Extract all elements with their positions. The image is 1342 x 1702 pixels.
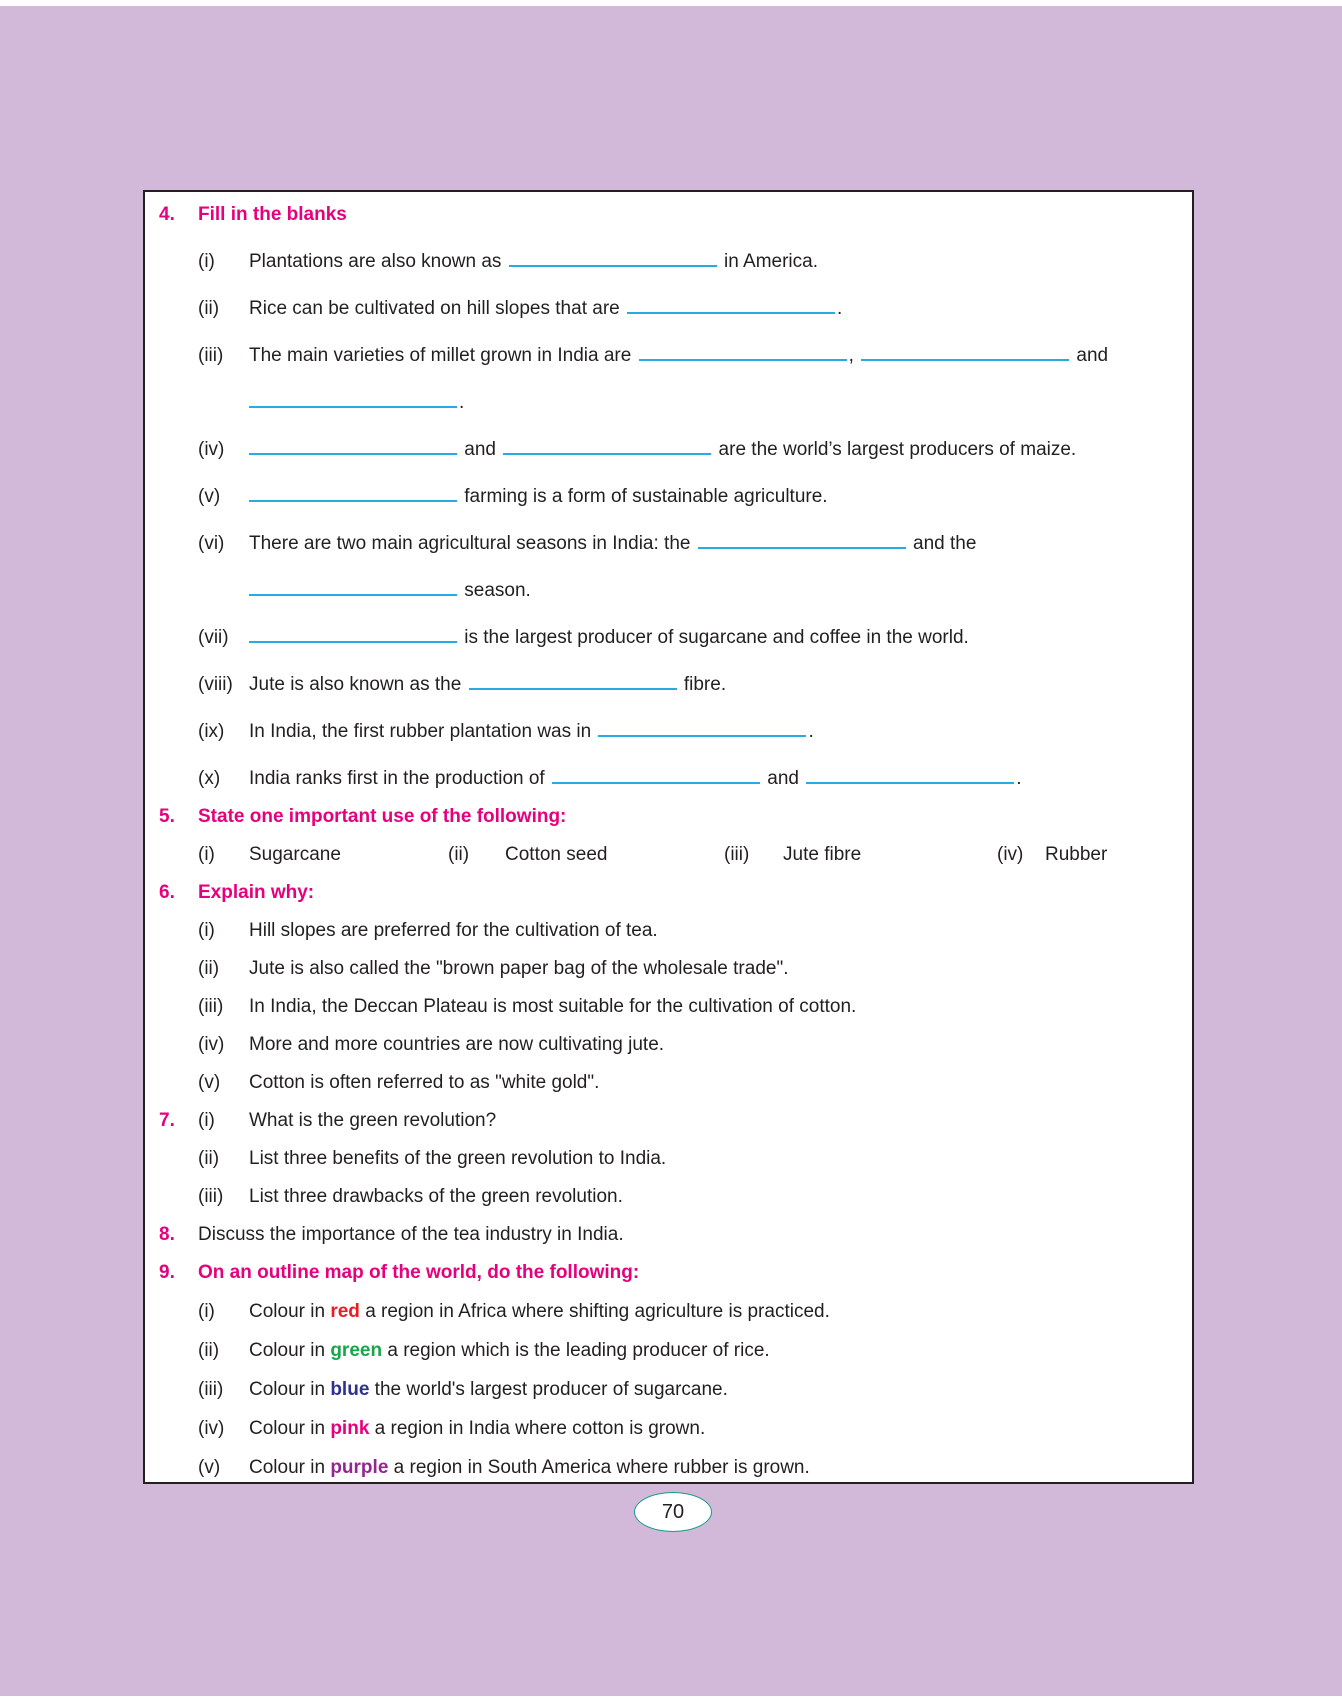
- item-roman: (v): [198, 1072, 221, 1093]
- item-text: Sugarcane: [249, 844, 341, 865]
- answer-blank[interactable]: [509, 243, 717, 267]
- item-text: Cotton is often referred to as "white gold".: [249, 1072, 600, 1093]
- list-item: [145, 1449, 1192, 1487]
- question-number: 6.: [159, 882, 175, 903]
- question-number: 7.: [159, 1110, 175, 1131]
- item-text: Colour in green a region which is the leading producer of rice.: [249, 1340, 770, 1361]
- item-text: The main varieties of millet grown in India are , and: [249, 337, 1108, 375]
- item-text: Colour in purple a region in South America where rubber is grown.: [249, 1457, 810, 1478]
- list-item: [145, 1064, 1192, 1102]
- question-number: 4.: [159, 204, 175, 225]
- item-text: List three drawbacks of the green revolution.: [249, 1186, 623, 1207]
- colour-word-red: red: [330, 1301, 360, 1322]
- item-roman: (viii): [198, 674, 233, 695]
- list-item: [145, 912, 1192, 950]
- item-text: is the largest producer of sugarcane and coffee in the world.: [249, 619, 969, 657]
- fill-blank-item: [145, 337, 1192, 375]
- item-text: There are two main agricultural seasons in India: the and the: [249, 525, 976, 563]
- item-roman: (i): [198, 920, 215, 941]
- item-roman: (vi): [198, 533, 225, 554]
- item-text: India ranks first in the production of and .: [249, 760, 1022, 798]
- question-5-heading: [145, 798, 1192, 836]
- item-roman: (i): [198, 844, 215, 865]
- item-roman: (i): [198, 1301, 215, 1322]
- question-title: On an outline map of the world, do the following:: [198, 1262, 640, 1283]
- item-roman: (ii): [198, 1148, 220, 1169]
- list-item: [145, 988, 1192, 1026]
- item-roman: (i): [198, 1110, 215, 1131]
- answer-blank[interactable]: [249, 619, 457, 643]
- fill-blank-item: [145, 619, 1192, 657]
- question-8: [145, 1216, 1192, 1254]
- list-item: [145, 1410, 1192, 1448]
- fill-blank-item: [145, 431, 1192, 469]
- item-text: Colour in pink a region in India where cotton is grown.: [249, 1418, 706, 1439]
- list-item: [145, 1332, 1192, 1370]
- item-roman: (iii): [198, 1186, 224, 1207]
- item-text: List three benefits of the green revolution to India.: [249, 1148, 667, 1169]
- item-text: Hill slopes are preferred for the cultivation of tea.: [249, 920, 658, 941]
- fill-blank-item: [145, 243, 1192, 281]
- item-roman: (x): [198, 768, 221, 789]
- question-4-heading: [145, 196, 1192, 234]
- item-roman: (v): [198, 486, 221, 507]
- question-6-heading: [145, 874, 1192, 912]
- item-roman: (iii): [198, 996, 224, 1017]
- item-roman: (iii): [198, 345, 224, 366]
- fill-blank-item: [145, 666, 1192, 704]
- item-text: More and more countries are now cultivating jute.: [249, 1034, 665, 1055]
- item-roman: (i): [198, 251, 215, 272]
- fill-blank-item: [145, 525, 1192, 563]
- item-text: What is the green revolution?: [249, 1110, 497, 1131]
- question-title: State one important use of the following:: [198, 806, 567, 827]
- answer-blank[interactable]: [806, 760, 1014, 784]
- item-roman: (iv): [997, 844, 1024, 865]
- fill-blank-item-continued: [145, 384, 1192, 422]
- list-item: [145, 1102, 1192, 1140]
- item-text: Jute is also known as the fibre.: [249, 666, 726, 704]
- list-item: [145, 1140, 1192, 1178]
- item-text: Plantations are also known as in America.: [249, 243, 818, 281]
- item-roman: (iv): [198, 439, 225, 460]
- item-text: Cotton seed: [505, 844, 608, 865]
- question-text: Discuss the importance of the tea industry in India.: [198, 1224, 624, 1245]
- item-roman: (iii): [724, 844, 750, 865]
- question-title: Fill in the blanks: [198, 204, 347, 225]
- worksheet-box: [143, 190, 1194, 1484]
- answer-blank[interactable]: [552, 760, 760, 784]
- fill-blank-item-continued: [145, 572, 1192, 610]
- fill-blank-item: [145, 478, 1192, 516]
- item-roman: (ix): [198, 721, 225, 742]
- item-text: farming is a form of sustainable agriculture.: [249, 478, 828, 516]
- answer-blank[interactable]: [627, 290, 835, 314]
- answer-blank[interactable]: [861, 337, 1069, 361]
- list-item: [145, 1371, 1192, 1409]
- colour-word-blue: blue: [330, 1379, 370, 1400]
- answer-blank[interactable]: [249, 478, 457, 502]
- answer-blank[interactable]: [639, 337, 847, 361]
- item-text: .: [249, 384, 464, 422]
- item-text: Jute fibre: [783, 844, 862, 865]
- question-title: Explain why:: [198, 882, 315, 903]
- item-roman: (vii): [198, 627, 229, 648]
- item-roman: (ii): [448, 844, 470, 865]
- item-text: and are the world’s largest producers of maize.: [249, 431, 1076, 469]
- item-roman: (ii): [198, 958, 220, 979]
- fill-blank-item: [145, 713, 1192, 751]
- list-item: [145, 1178, 1192, 1216]
- item-text: In India, the first rubber plantation was in .: [249, 713, 814, 751]
- colour-word-purple: purple: [330, 1457, 389, 1478]
- colour-word-green: green: [330, 1340, 383, 1361]
- question-number: 8.: [159, 1224, 175, 1245]
- item-text: Jute is also called the "brown paper bag of the wholesale trade".: [249, 958, 789, 979]
- answer-blank[interactable]: [249, 384, 457, 408]
- item-roman: (iv): [198, 1034, 225, 1055]
- answer-blank[interactable]: [249, 431, 457, 455]
- item-roman: (iv): [198, 1418, 225, 1439]
- item-roman: (iii): [198, 1379, 224, 1400]
- list-item: [145, 1026, 1192, 1064]
- item-roman: (ii): [198, 298, 220, 319]
- fill-blank-item: [145, 760, 1192, 798]
- question-number: 9.: [159, 1262, 175, 1283]
- item-roman: (ii): [198, 1340, 220, 1361]
- item-roman: (v): [198, 1457, 221, 1478]
- item-text: In India, the Deccan Plateau is most suitable for the cultivation of cotton.: [249, 996, 857, 1017]
- question-9-heading: [145, 1254, 1192, 1292]
- use-items-row: [145, 836, 1192, 874]
- question-number: 5.: [159, 806, 175, 827]
- item-text: Rubber: [1045, 844, 1108, 865]
- answer-blank[interactable]: [469, 666, 677, 690]
- item-text: Colour in red a region in Africa where shifting agriculture is practiced.: [249, 1301, 830, 1322]
- answer-blank[interactable]: [249, 572, 457, 596]
- colour-word-pink: pink: [330, 1418, 370, 1439]
- fill-blank-item: [145, 290, 1192, 328]
- list-item: [145, 1293, 1192, 1331]
- answer-blank[interactable]: [698, 525, 906, 549]
- list-item: [145, 950, 1192, 988]
- answer-blank[interactable]: [503, 431, 711, 455]
- item-text: Colour in blue the world's largest producer of sugarcane.: [249, 1379, 728, 1400]
- item-text: season.: [249, 572, 531, 610]
- page-number: 70: [634, 1492, 712, 1532]
- answer-blank[interactable]: [598, 713, 806, 737]
- item-text: Rice can be cultivated on hill slopes that are .: [249, 290, 842, 328]
